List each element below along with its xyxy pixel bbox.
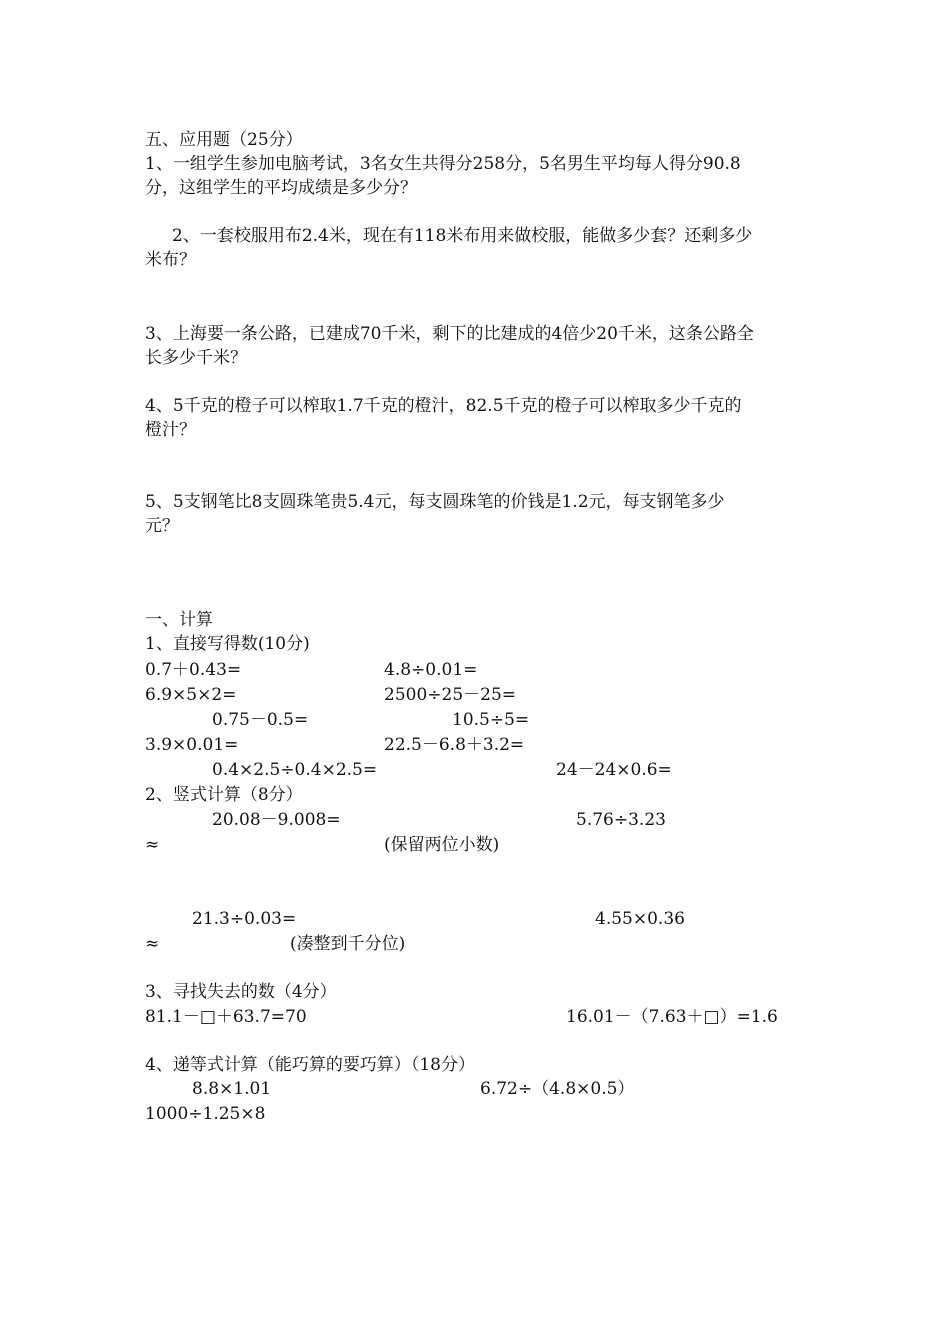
subsection-heading: 4、递等式计算（能巧算的要巧算）（18分） — [145, 1055, 475, 1075]
vertical-problem: 21.3÷0.03= — [192, 909, 297, 929]
oral-problem: 2500÷25－25= — [384, 685, 517, 705]
question-3-line-1: 3、上海要一条公路，已建成70千米，剩下的比建成的4倍少20千米，这条公路全 — [145, 324, 754, 344]
approx-symbol: ≈ — [145, 934, 160, 954]
step-problem: 6.72÷（4.8×0.5） — [480, 1079, 635, 1099]
oral-problem: 22.5－6.8＋3.2= — [384, 735, 525, 755]
subsection-heading: 1、直接写得数(10分) — [145, 634, 310, 654]
vertical-problem: 5.76÷3.23 — [576, 810, 666, 830]
question-2-line-1: 2、一套校服用布2.4米，现在有118米布用来做校服，能做多少套？还剩多少 — [172, 226, 753, 246]
question-4-line-1: 4、5千克的橙子可以榨取1.7千克的橙汁，82.5千克的橙子可以榨取多少千克的 — [145, 396, 742, 416]
question-1-line-1: 1、一组学生参加电脑考试，3名女生共得分258分，5名男生平均每人得分90.8 — [145, 154, 741, 174]
missing-number-problem: 81.1－□＋63.7=70 — [145, 1007, 307, 1027]
question-4-line-2: 橙汁？ — [145, 420, 196, 440]
question-2-line-2: 米布？ — [145, 250, 196, 270]
question-5-line-2: 元？ — [145, 516, 179, 536]
subsection-heading: 3、寻找失去的数（4分） — [145, 982, 337, 1002]
question-1-line-2: 分，这组学生的平均成绩是多少分？ — [145, 178, 417, 198]
oral-problem: 10.5÷5= — [452, 710, 530, 730]
oral-problem: 4.8÷0.01= — [384, 660, 478, 680]
question-3-line-2: 长多少千米？ — [145, 348, 247, 368]
section-heading: 一、计算 — [145, 610, 213, 630]
section-heading: 五、应用题（25分） — [145, 130, 303, 150]
oral-problem: 3.9×0.01= — [145, 735, 239, 755]
subsection-heading: 2、竖式计算（8分） — [145, 785, 303, 805]
oral-problem: 6.9×5×2= — [145, 685, 237, 705]
oral-problem: 0.4×2.5÷0.4×2.5= — [212, 760, 378, 780]
question-5-line-1: 5、5支钢笔比8支圆珠笔贵5.4元，每支圆珠笔的价钱是1.2元，每支钢笔多少 — [145, 492, 725, 512]
vertical-problem: 4.55×0.36 — [595, 909, 685, 929]
approx-symbol: ≈ — [145, 835, 160, 855]
step-problem: 8.8×1.01 — [192, 1079, 272, 1099]
rounding-note: (保留两位小数) — [384, 835, 500, 855]
step-problem: 1000÷1.25×8 — [145, 1104, 266, 1124]
oral-problem: 0.7＋0.43= — [145, 660, 242, 680]
vertical-problem: 20.08－9.008= — [212, 810, 341, 830]
missing-number-problem: 16.01－（7.63＋□）=1.6 — [566, 1007, 778, 1027]
oral-problem: 24－24×0.6= — [556, 760, 672, 780]
oral-problem: 0.75－0.5= — [212, 710, 309, 730]
rounding-note: (凑整到千分位) — [290, 934, 406, 954]
